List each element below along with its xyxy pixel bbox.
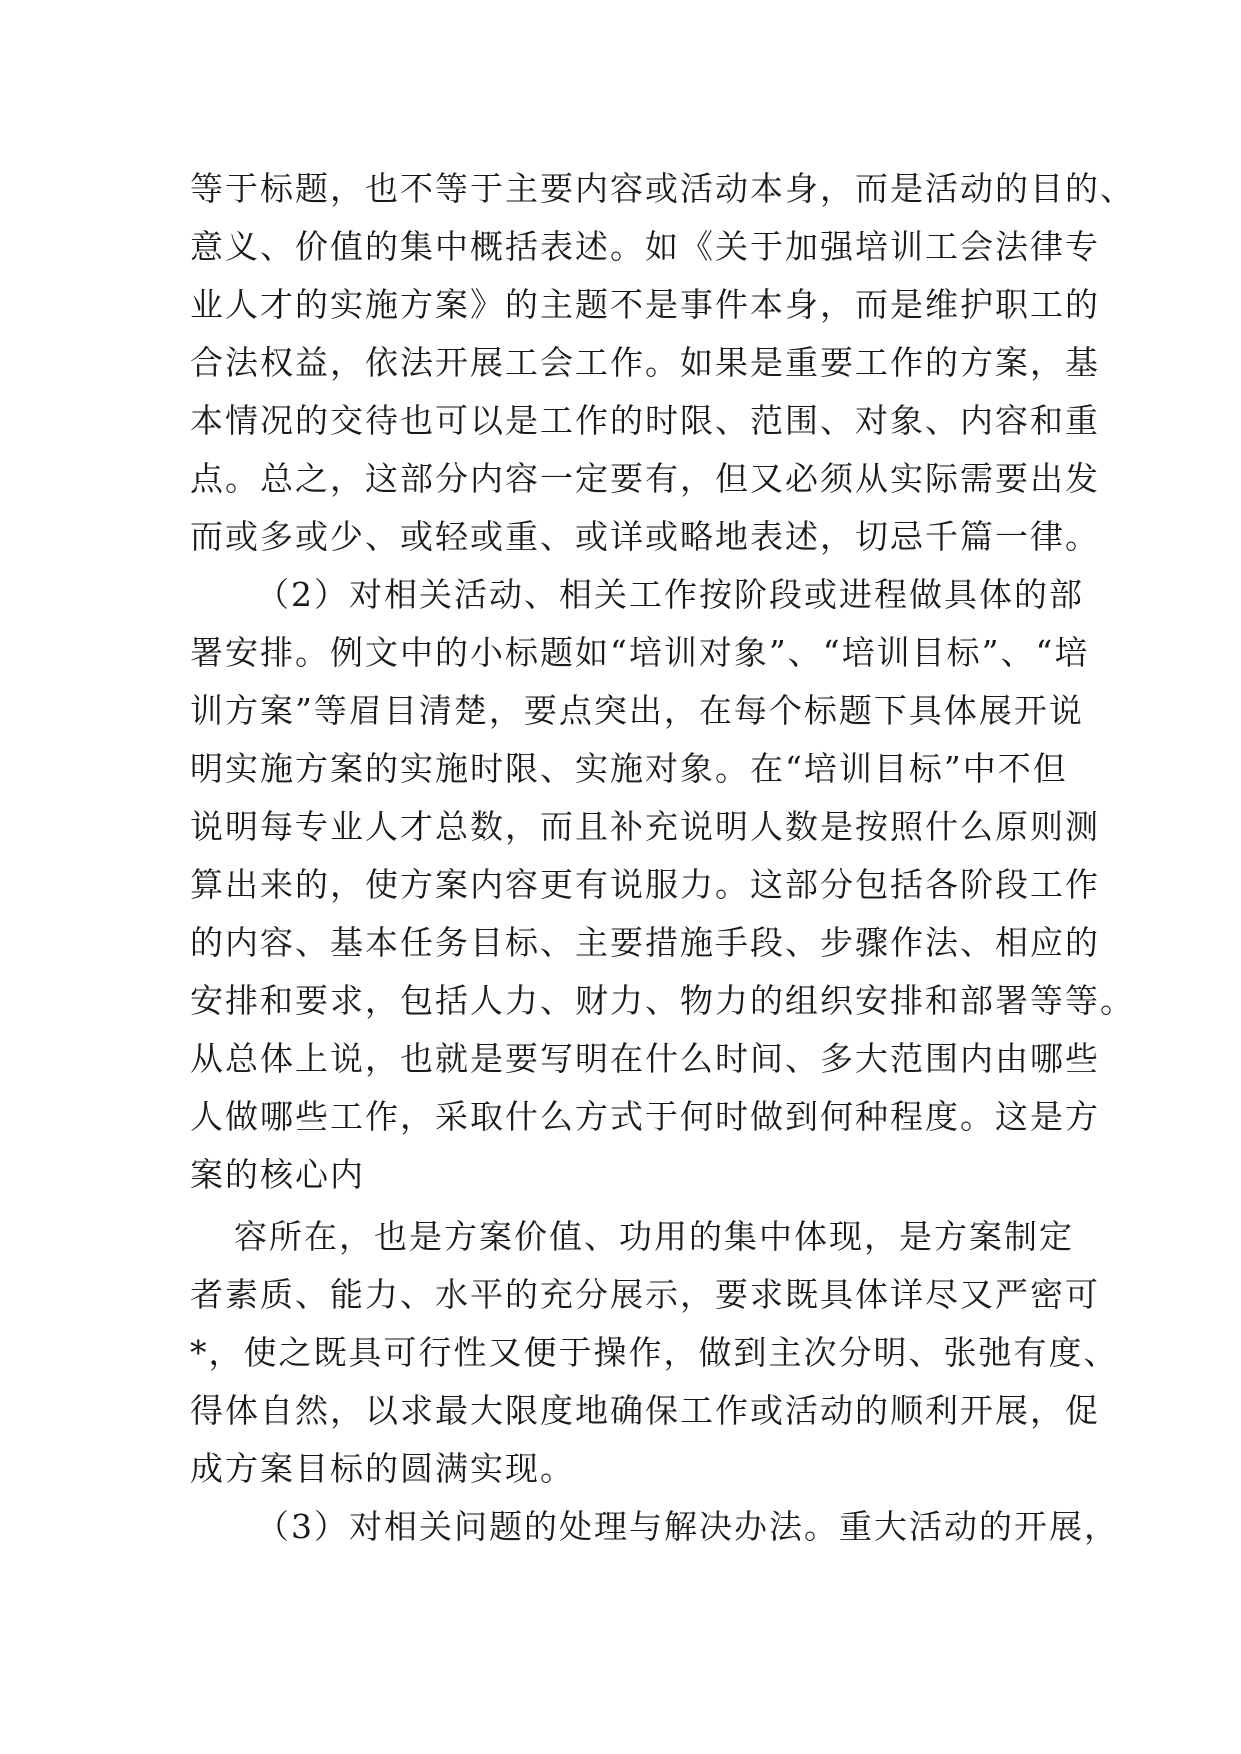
text-line: 案的核心内 [190,1155,365,1194]
text-line: 意义、价值的集中概括表述。如《关于加强培训工会法律专 [190,227,1100,266]
paragraph-start-line: 容所在，也是方案价值、功用的集中体现，是方案制定 [234,1217,1074,1256]
paragraph-start-line: （2）对相关活动、相关工作按阶段或进程做具体的部 [256,575,1084,614]
body-text [190,160,1135,1556]
text-line: 安排和要求，包括人力、财力、物力的组织安排和部署等等。 [190,981,1135,1020]
text-line: 等于标题，也不等于主要内容或活动本身，而是活动的目的、 [190,169,1135,208]
text-line: 说明每专业人才总数，而且补充说明人数是按照什么原则测 [190,807,1100,846]
text-line: 署安排。例文中的小标题如“培训对象”、“培训目标”、“培 [190,633,1090,672]
text-line: 训方案”等眉目清楚，要点突出，在每个标题下具体展开说 [190,691,1084,730]
paragraph-start-line: （3）对相关问题的处理与解决办法。重大活动的开展， [256,1507,1119,1546]
text-line: *，使之既具可行性又便于操作，做到主次分明、张弛有度、 [190,1333,1119,1372]
text-line: 成方案目标的圆满实现。 [190,1449,575,1488]
text-line: 合法权益，依法开展工会工作。如果是重要工作的方案，基 [190,343,1100,382]
text-line: 人做哪些工作，采取什么方式于何时做到何种程度。这是方 [190,1097,1100,1136]
text-line: 而或多或少、或轻或重、或详或略地表述，切忌千篇一律。 [190,517,1100,556]
text-line: 从总体上说，也就是要写明在什么时间、多大范围内由哪些 [190,1039,1100,1078]
text-line: 明实施方案的实施时限、实施对象。在“培训目标”中不但 [190,749,1068,788]
text-line: 者素质、能力、水平的充分展示，要求既具体详尽又严密可 [190,1275,1100,1314]
text-line: 点。总之，这部分内容一定要有，但又必须从实际需要出发 [190,459,1100,498]
text-line: 的内容、基本任务目标、主要措施手段、步骤作法、相应的 [190,923,1100,962]
text-line: 算出来的，使方案内容更有说服力。这部分包括各阶段工作 [190,865,1100,904]
text-line: 本情况的交待也可以是工作的时限、范围、对象、内容和重 [190,401,1100,440]
text-line: 业人才的实施方案》的主题不是事件本身，而是维护职工的 [190,285,1100,324]
text-line: 得体自然，以求最大限度地确保工作或活动的顺利开展，促 [190,1391,1100,1430]
